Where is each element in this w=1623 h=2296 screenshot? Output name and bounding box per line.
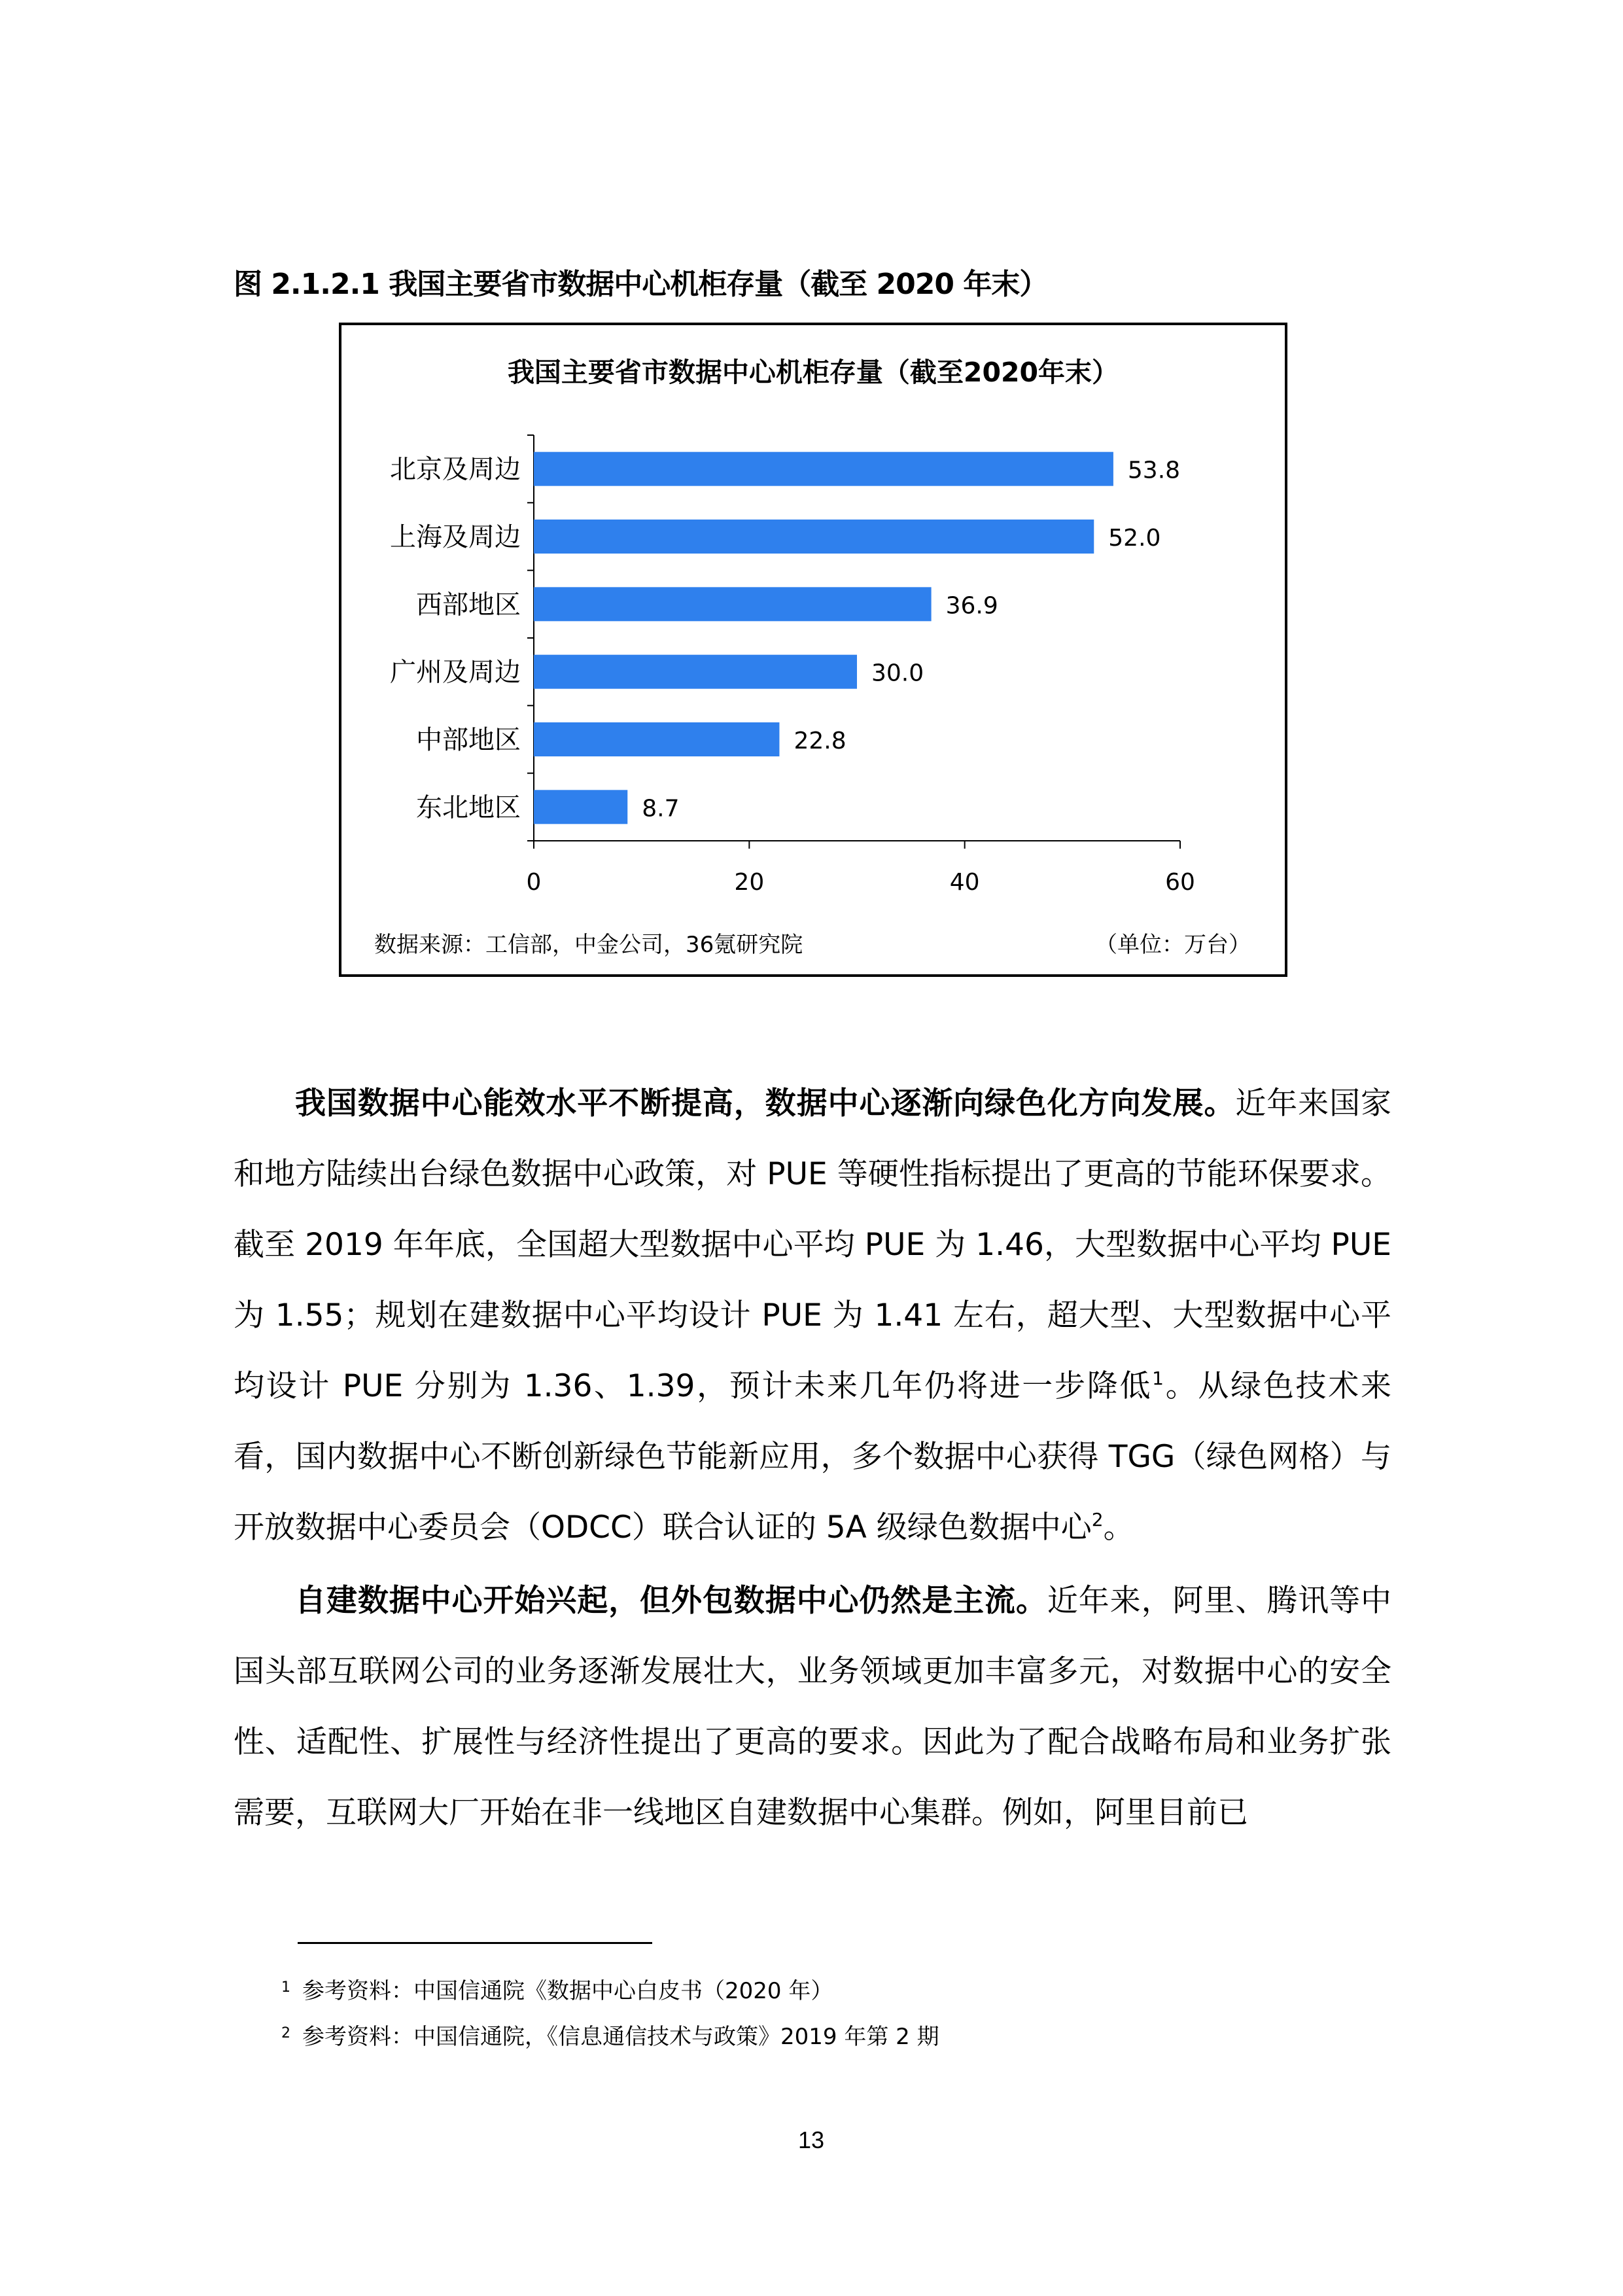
- paragraph-lead: 自建数据中心开始兴起，但外包数据中心仍然是主流。: [295, 1583, 1047, 1619]
- bar-chart: [341, 325, 1285, 974]
- footnote-2: [281, 2019, 939, 2051]
- footnote-divider: [298, 1942, 652, 1944]
- category-label: 西部地区: [416, 590, 521, 620]
- paragraph-text: 近年来，阿里、腾讯等中国头部互联网公司的业务逐渐发展壮大，业务领域更加丰富多元，对数据中心的安全性、适配性、扩展性与经济性提出了更高的要求。因此为了配合战略布局和业务扩张需要，互联网大厂开始在非一线地区自建数据中心集群。例如，阿里目前已: [234, 1583, 1392, 1831]
- footnote-ref[interactable]: 1: [1152, 1368, 1164, 1389]
- footnote-text: 参考资料：中国信通院《数据中心白皮书（2020 年）: [302, 1978, 833, 2004]
- data-label: 22.8: [794, 728, 846, 754]
- category-label: 中部地区: [416, 725, 521, 755]
- footnote-text: 参考资料：中国信通院，《信息通信技术与政策》2019 年第 2 期: [302, 2024, 939, 2050]
- footnote-mark: 1: [281, 1979, 290, 1996]
- x-tick-label: 60: [1165, 869, 1195, 896]
- category-label: 上海及周边: [390, 522, 521, 552]
- paragraph-text: 。从绿色技术来看，国内数据中心不断创新绿色节能新应用，多个数据中心获得 TGG（绿色网格）与开放数据中心委员会（ODCC）联合认证的 5A 级绿色数据中心: [234, 1368, 1391, 1545]
- figure-caption: 图 2.1.2.1 我国主要省市数据中心机柜存量（截至 2020 年末）: [234, 268, 1048, 301]
- footnote-mark: 2: [281, 2025, 290, 2041]
- bar-1: [534, 452, 1113, 486]
- bar-3: [534, 587, 932, 621]
- paragraph-self-built: [234, 1566, 1391, 1848]
- data-label: 36.9: [945, 592, 998, 620]
- x-tick-label: 40: [949, 869, 980, 896]
- bar-4: [534, 655, 857, 689]
- data-label: 8.7: [642, 795, 680, 822]
- chart-frame: [339, 323, 1287, 977]
- bar-6: [534, 790, 627, 824]
- bar-2: [534, 520, 1094, 554]
- footnote-ref[interactable]: 2: [1091, 1509, 1104, 1530]
- category-label: 东北地区: [416, 792, 521, 823]
- data-label: 53.8: [1127, 457, 1181, 484]
- data-label: 52.0: [1108, 525, 1161, 552]
- page-number: 13: [797, 2127, 825, 2153]
- paragraph-text: 近年来国家和地方陆续出台绿色数据中心政策，对 PUE 等硬性指标提出了更高的节能环保要求。截至 2019 年年底，全国超大型数据中心平均 PUE 为 1.46，大型数据中心平均 PUE 为 1.55；规划在建数据中心平均设计 PUE 为 1.41 左右，超大型、大型数据中心平均设计 PUE 分别为 1.36、1.39，预计未来几年仍将进一步降低: [234, 1086, 1392, 1404]
- x-tick-label: 20: [734, 869, 765, 896]
- unit-note: （单位：万台）: [1095, 932, 1251, 958]
- data-label: 30.0: [871, 660, 924, 687]
- category-label: 广州及周边: [390, 657, 521, 688]
- paragraph-lead: 我国数据中心能效水平不断提高，数据中心逐渐向绿色化方向发展。: [295, 1086, 1236, 1122]
- source-note: 数据来源：工信部，中金公司，36氪研究院: [374, 932, 803, 958]
- category-label: 北京及周边: [390, 454, 521, 485]
- chart-title: 我国主要省市数据中心机柜存量（截至2020年末）: [507, 357, 1119, 388]
- bar-5: [534, 722, 779, 756]
- footnote-1: [281, 1973, 833, 2005]
- paragraph-text: 。: [1103, 1510, 1134, 1545]
- x-tick-label: 0: [526, 869, 542, 896]
- paragraph-energy-efficiency: [234, 1069, 1391, 1563]
